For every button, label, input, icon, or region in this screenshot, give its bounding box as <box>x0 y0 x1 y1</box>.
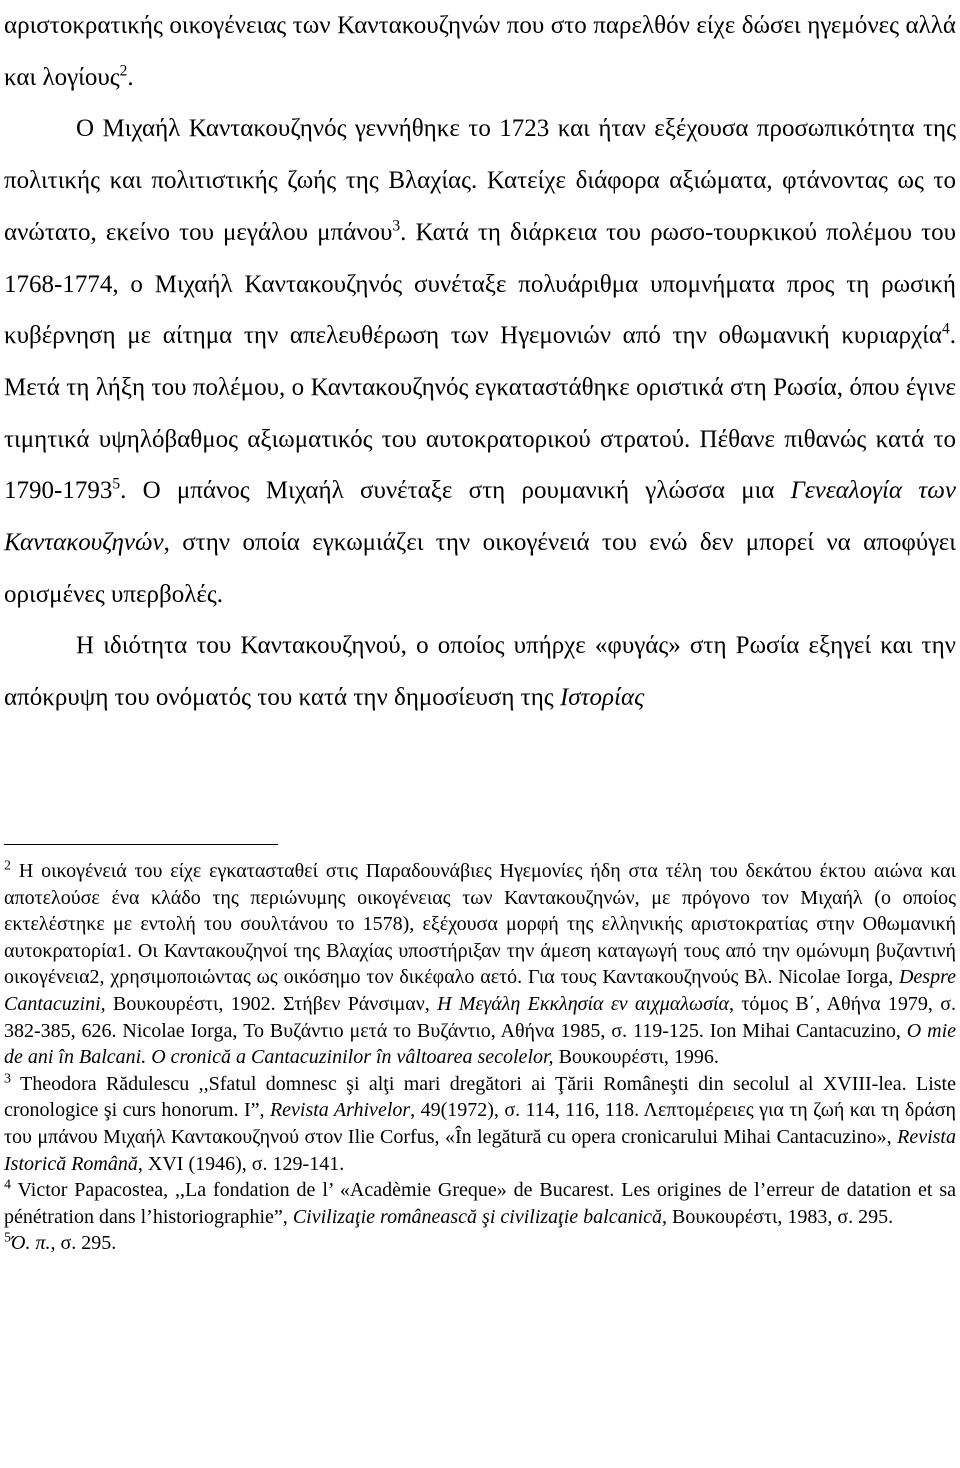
footnote-2 <box>4 858 956 1071</box>
footnote-number: 3 <box>4 1071 11 1087</box>
footnote-number: 5 <box>4 1230 11 1246</box>
text-run: Βουκουρέστι, 1996. <box>553 1046 719 1069</box>
footnote-ref-4[interactable]: 4 <box>942 320 950 338</box>
citation-title: Revista Arhivelor <box>269 1099 411 1122</box>
text-run: , Βουκουρέστι, 1983, σ. 295. <box>662 1205 894 1228</box>
work-title: Γενεαλογία των Καντακουζηνών <box>4 477 956 557</box>
footnote-4 <box>4 1177 956 1230</box>
text-run: , στην οποία εγκωμιάζει την οικογένειά του ενώ δεν μπορεί να αποφύγει ορισμένες υπερβολές. <box>4 529 956 608</box>
citation-title: Revista Istorică Română <box>4 1125 956 1175</box>
footnote-separator <box>4 844 278 845</box>
text-run: Victor Papacostea, ,,La fondation de l’ «Acadèmie Greque» de Bucarest. Les origines de l’erreur de datation et sa pénétration dans l’historiographie”, <box>4 1179 956 1228</box>
citation-title: Despre Cantacuzini, <box>4 966 956 1015</box>
footnote-3 <box>4 1071 956 1177</box>
text-run: , τόμος Β΄, Αθήνα 1979, σ. 382-385, 626. Nicolae Iorga, Το Βυζάντιο μετά το Βυζάντιο, Αθήνα 1985, σ. 119-125. Ion Mihai Cantacuzino, <box>4 992 956 1042</box>
citation-title: O mie de ani în Balcani. O cronică a Cantacuzinilor în vâltoarea secolelor, <box>4 1019 956 1069</box>
footnote-ref-2[interactable]: 2 <box>119 62 128 80</box>
text-run: Η ιδιότητα του Καντακουζηνού, ο οποίος υπήρχε «φυγάς» στη Ρωσία εξηγεί και την απόκρυψη του ονόματός του κατά την δημοσίευση της <box>4 632 956 712</box>
text-run: , σ. 295. <box>50 1232 117 1255</box>
text-run: . Μετά τη λήξη του πολέμου, ο Καντακουζηνός εγκαταστάθηκε οριστικά στη Ρωσία, όπου έγινε τιμητικά υψηλόβαθμος αξιωματικός του αυτοκρατορικού στρατού. Πέθανε πιθανώς κατά το 1790-1793 <box>4 322 956 505</box>
text-run: , XVI (1946), σ. 129-141. <box>137 1152 345 1175</box>
footnote-ref-5[interactable]: 5 <box>112 476 121 493</box>
work-title: Ιστορίας <box>559 684 645 712</box>
footnote-number: 4 <box>4 1177 11 1193</box>
paragraph-michael-biography <box>4 103 956 620</box>
footnote-5 <box>4 1230 956 1257</box>
footnotes <box>4 858 956 1257</box>
text-run: Βουκουρέστι, 1902. Στήβεν Ράνσιμαν, <box>105 992 438 1015</box>
citation-title: Civilizaţie românească şi civilizaţie balcanică <box>292 1205 663 1228</box>
main-text <box>4 0 956 724</box>
footnote-number: 2 <box>4 858 11 874</box>
citation-title: Ό. π. <box>11 1232 51 1255</box>
text-run: Η οικογένειά του είχε εγκατασταθεί στις Παραδουνάβιες Ηγεμονίες ήδη στα τέλη του δεκάτου έκτου αιώνα και αποτελούσε ένα κλάδο της περιώνυμης οικογένειας των Καντακουζηνών, με πρόγονο τον Μιχαήλ (ο οποίος εκτελέστηκε με εντολή του σουλτάνου το 1578), εξέχουσα μορφή της ελληνικής αριστοκρατίας στην Οθωμανική αυτοκρατορία1. Οι Καντακουζηνοί της Βλαχίας υποστήριξαν την άμεση καταγωγή τους από την ομώνυμη βυζαντινή οικογένεια2, χρησιμοποιώντας ως οικόσημο τον δικέφαλο αετό. Για τους Καντακουζηνούς Βλ. Nicolae Iorga, <box>4 860 956 989</box>
text-run: Ο Μιχαήλ Καντακουζηνός γεννήθηκε το 1723 και ήταν εξέχουσα προσωπικότητα της πολιτικής και πολιτιστικής ζωής της Βλαχίας. Κατείχε διάφορα αξιώματα, φτάνοντας ως το ανώτατο, εκείνο του μεγάλου μπάνου <box>4 115 956 246</box>
text-run: . Ο μπάνος Μιχαήλ συνέταξε στη ρουμανική γλώσσα μια <box>120 477 791 505</box>
paragraph-fugitive <box>4 620 956 723</box>
text-run: Theodora Rădulescu ,,Sfatul domnesc şi alţi mari dregători ai Ţării Româneşti din secolul al XVIII-lea. Liste cronologice şi curs honorum. I”, <box>4 1072 956 1122</box>
text-run: αριστοκρατικής οικογένειας των Καντακουζηνών που στο παρελθόν είχε δώσει ηγεμόνες αλλά και λογίους <box>4 12 956 91</box>
paragraph-continuation <box>4 0 956 103</box>
text-run: . <box>127 63 134 91</box>
text-run: , 49(1972), σ. 114, 116, 118. Λεπτομέρειες για τη ζωή και τη δράση του μπάνου Μιχαήλ Καντακουζηνού στον Ilie Corfus, «În legătură cu opera cronicarului Mihai Cantacuzino», <box>4 1099 956 1148</box>
footnote-ref-3[interactable]: 3 <box>392 217 401 235</box>
text-run: . Κατά τη διάρκεια του ρωσο-τουρκικού πολέμου του 1768-1774, ο Μιχαήλ Καντακουζηνός συνέταξε πολυάριθμα υπομνήματα προς τη ρωσική κυβέρνηση με αίτημα την απελευθέρωση των Ηγεμονιών από την οθωμανική κυριαρχία <box>4 218 956 350</box>
citation-title: Η Μεγάλη Εκκλησία εν αιχμαλωσία <box>437 992 730 1015</box>
